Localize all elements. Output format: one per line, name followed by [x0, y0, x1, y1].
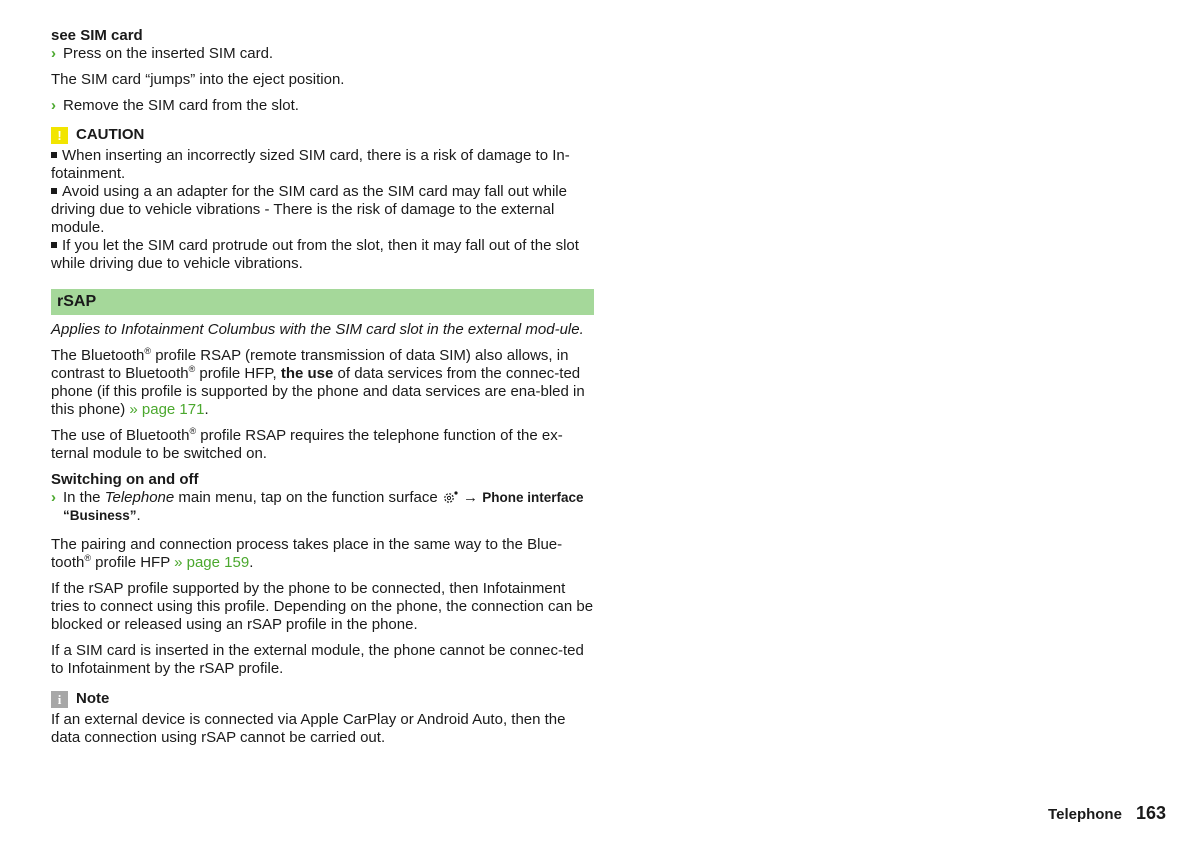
registered-mark: ® — [84, 553, 92, 563]
section-subheading: see SIM card — [51, 27, 143, 44]
page-content — [51, 27, 594, 747]
caution-item-text: When inserting an incorrectly sized SIM card, there is a risk of damage to In-fotainment. — [51, 147, 570, 182]
caution-title: CAUTION — [76, 126, 145, 143]
text: The Bluetooth — [51, 347, 145, 364]
step-arrow-icon: › — [51, 489, 56, 506]
text: profile HFP — [91, 554, 175, 571]
text: of data services from the connec-ted phone (if this profile is supported by the phone and data services are ena-bled in this phone) — [51, 365, 585, 418]
text: In the — [63, 489, 105, 506]
paragraph: If the rSAP profile supported by the phone to be connected, then Infotainment tries to connect using this profile. Depending on the phone, the connection can be blocked or released using an rSAP profile in the phone. — [51, 580, 594, 633]
text: . — [204, 401, 209, 418]
menu-path: Phone interface “Business” — [63, 490, 584, 523]
text: → — [458, 489, 483, 506]
text: profile HFP, — [195, 365, 281, 382]
note-heading — [51, 690, 594, 708]
paragraph: If a SIM card is inserted in the external module, the phone cannot be connec-ted to Infotainment by the rSAP profile. — [51, 642, 584, 677]
menu-name: Telephone — [104, 489, 175, 506]
page-footer — [1048, 804, 1166, 824]
instruction-step — [51, 489, 594, 525]
square-bullet-icon — [51, 188, 57, 194]
instruction-step — [51, 45, 594, 63]
section-subheading: Switching on and off — [51, 471, 199, 488]
paragraph — [51, 536, 594, 572]
paragraph — [51, 427, 594, 463]
text: main menu, tap on the function surface — [174, 489, 442, 506]
text: profile RSAP requires the telephone function of the ex-ternal module to be switched on. — [51, 427, 563, 462]
registered-mark: ® — [189, 426, 197, 436]
caution-item — [51, 147, 594, 183]
paragraph — [51, 347, 594, 419]
note-title: Note — [76, 690, 110, 707]
page-number: 163 — [1135, 803, 1166, 823]
page-link[interactable]: » page 159 — [174, 554, 250, 571]
text: . — [249, 554, 254, 571]
gear-settings-icon — [442, 490, 459, 505]
text: The use of Bluetooth — [51, 427, 190, 444]
step-arrow-icon: › — [51, 97, 56, 114]
step-text: Remove the SIM card from the slot. — [63, 97, 299, 114]
section-title-bar: rSAP — [51, 289, 594, 315]
bold-text: the use — [280, 365, 334, 382]
square-bullet-icon — [51, 152, 57, 158]
caution-item — [51, 183, 594, 237]
registered-mark: ® — [144, 346, 152, 356]
page-link[interactable]: » page 171 — [129, 401, 205, 418]
caution-item — [51, 237, 594, 273]
step-text: Press on the inserted SIM card. — [63, 45, 274, 62]
instruction-step — [51, 97, 594, 115]
registered-mark: ® — [188, 364, 196, 374]
text: The pairing and connection process takes place in the same way to the Blue-tooth — [51, 536, 563, 571]
step-arrow-icon: › — [51, 45, 56, 62]
caution-item-text: Avoid using a an adapter for the SIM card as the SIM card may fall out while driving due to vehicle vibrations - There is the risk of damage to the external module. — [51, 183, 567, 236]
caution-heading — [51, 126, 594, 144]
text: profile RSAP (remote transmission of data SIM) also allows, in contrast to Bluetooth — [51, 347, 569, 382]
square-bullet-icon — [51, 242, 57, 248]
paragraph: The SIM card “jumps” into the eject position. — [51, 71, 345, 88]
text: . — [136, 507, 141, 524]
applies-to-note: Applies to Infotainment Columbus with the SIM card slot in the external mod-ule. — [51, 321, 584, 338]
info-icon: i — [51, 691, 68, 708]
caution-item-text: If you let the SIM card protrude out from the slot, then it may fall out of the slot while driving due to vehicle vibrations. — [51, 237, 579, 272]
exclamation-icon: ! — [51, 127, 68, 144]
footer-section-name: Telephone — [1048, 806, 1122, 823]
note-text: If an external device is connected via Apple CarPlay or Android Auto, then the data connection using rSAP cannot be carried out. — [51, 711, 566, 746]
